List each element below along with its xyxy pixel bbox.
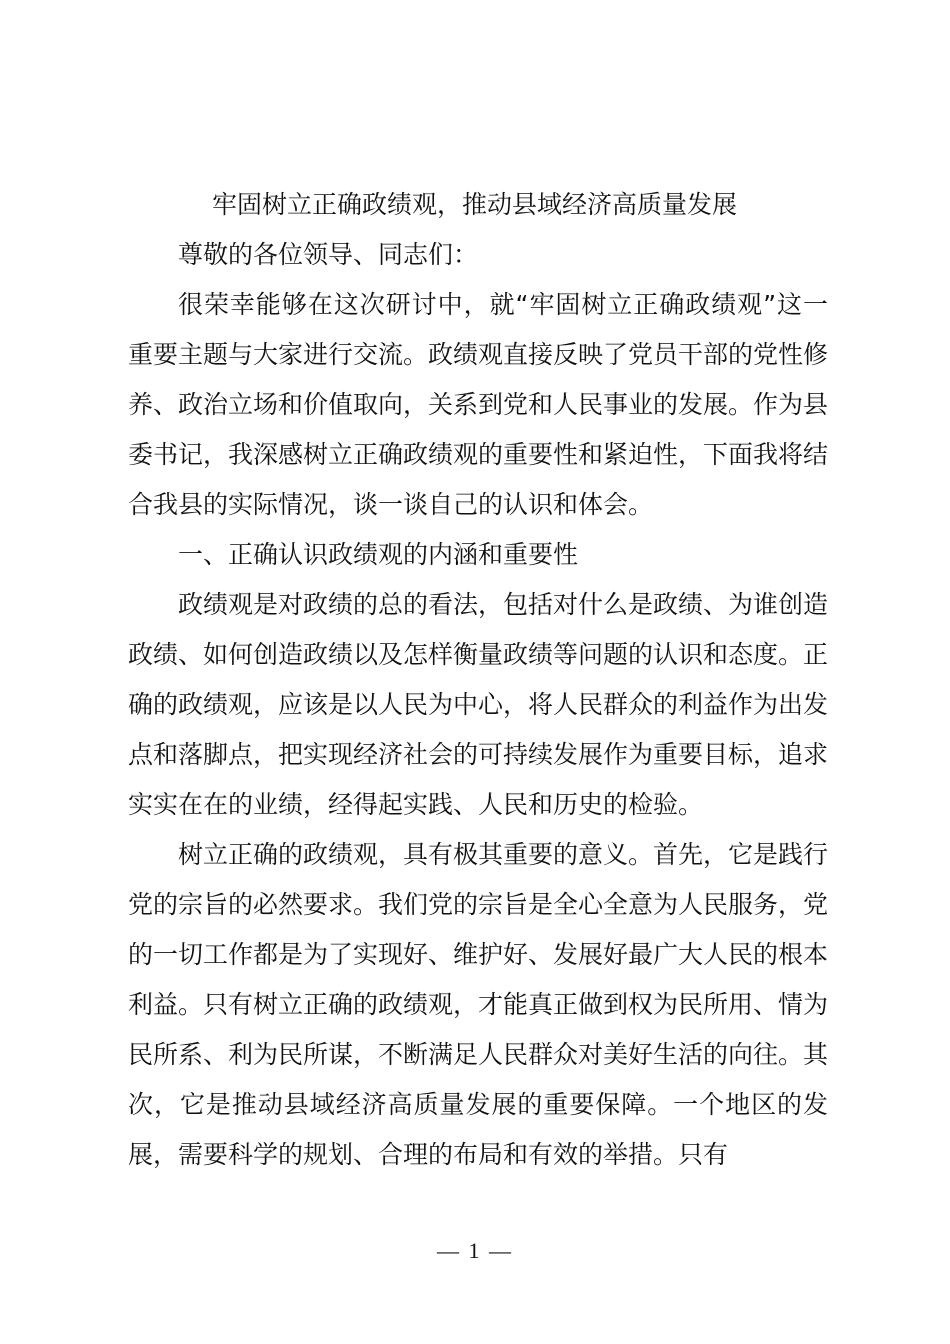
section-heading: 一、正确认识政绩观的内涵和重要性 <box>178 540 579 569</box>
paragraph-significance: 树立正确的政绩观，具有极其重要的意义。首先，它是践行党的宗旨的必然要求。我们党的宗旨是全心全意为人民服务，党的一切工作都是为了实现好、维护好、发展好最广大人民的根本利益。只有树立正确的政绩观，才能真正做到权为民所用、情为民所系、利为民所谋，不断满足人民群众对美好生活的向往。其次，它是推动县域经济高质量发展的重要保障。一个地区的发展，需要科学的规划、合理的布局和有效的举措。只有 <box>128 840 829 1169</box>
paragraph-intro: 很荣幸能够在这次研讨中，就“牢固树立正确政绩观”这一重要主题与大家进行交流。政绩观直接反映了党员干部的党性修养、政治立场和价值取向，关系到党和人民事业的发展。作为县委书记，我深感树立正确政绩观的重要性和紧迫性，下面我将结合我县的实际情况，谈一谈自己的认识和体会。 <box>128 290 829 519</box>
document-body <box>128 180 828 1180</box>
paragraph-definition: 政绩观是对政绩的总的看法，包括对什么是政绩、为谁创造政绩、如何创造政绩以及怎样衡量政绩等问题的认识和态度。正确的政绩观，应该是以人民为中心，将人民群众的利益作为出发点和落脚点，把实现经济社会的可持续发展作为重要目标，追求实实在在的业绩，经得起实践、人民和历史的检验。 <box>128 590 829 819</box>
document-title: 牢固树立正确政绩观，推动县域经济高质量发展 <box>212 190 738 219</box>
salutation: 尊敬的各位领导、同志们： <box>178 240 479 269</box>
page-number: — 1 — <box>437 1238 513 1263</box>
